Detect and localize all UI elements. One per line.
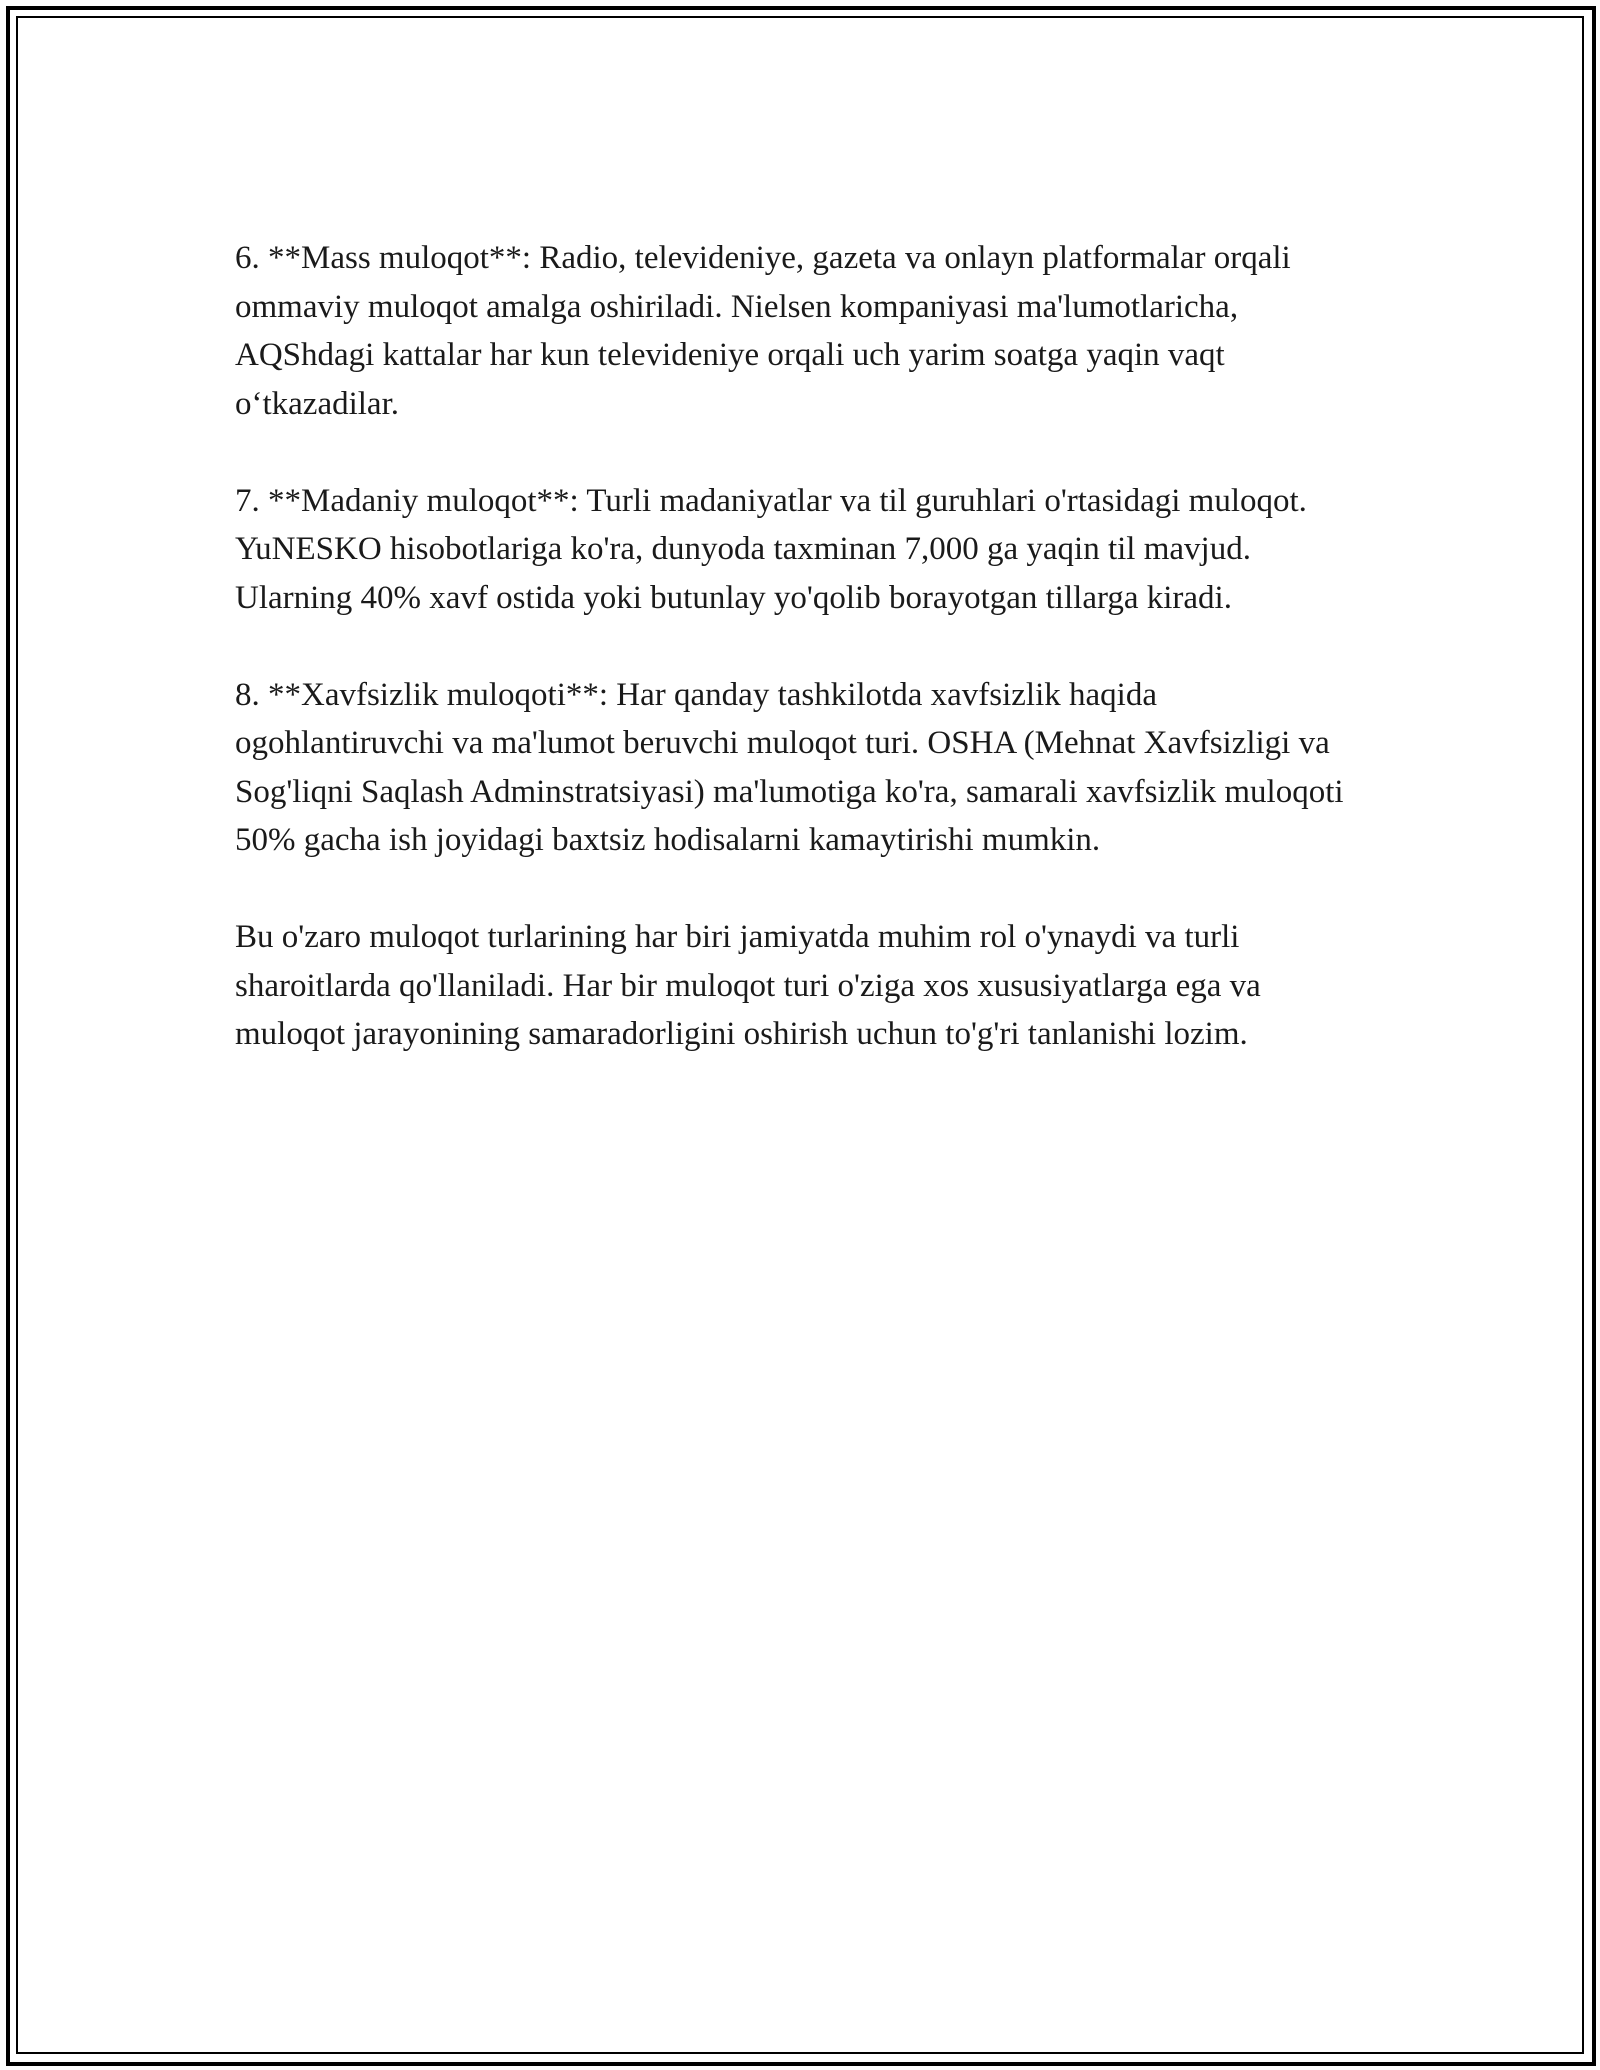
paragraph-mass-communication: 6. **Mass muloqot**: Radio, televideniye, gazeta va onlayn platformalar orqali ommaviy muloqot amalga oshiriladi. Nielsen kompaniyasi ma'lumotlaricha, AQShdagi kattalar har kun televideniye orqali uch yarim soatga yaqin vaqt o‘tkazadilar.: [235, 240, 1291, 422]
paragraph-cultural-communication: 7. **Madaniy muloqot**: Turli madaniyatlar va til guruhlari o'rtasidagi muloqot. YuNESKO hisobotlariga ko'ra, dunyoda taxminan 7,000 ga yaqin til mavjud. Ularning 40% xavf ostida yoki butunlay yo'qolib borayotgan tillarga kiradi.: [235, 482, 1307, 616]
document-body: [235, 234, 1370, 1107]
paragraph-safety-communication: 8. **Xavfsizlik muloqoti**: Har qanday tashkilotda xavfsizlik haqida ogohlantiruvchi va ma'lumot beruvchi muloqot turi. OSHA (Mehnat Xavfsizligi va Sog'liqni Saqlash Adminstratsiyasi) ma'lumotiga ko'ra, samarali xavfsizlik muloqoti 50% gacha ish joyidagi baxtsiz hodisalarni kamaytirishi mumkin.: [235, 676, 1344, 858]
paragraph-conclusion: Bu o'zaro muloqot turlarining har biri jamiyatda muhim rol o'ynaydi va turli sharoitlarda qo'llaniladi. Har bir muloqot turi o'ziga xos xususiyatlarga ega va muloqot jarayonining samaradorligini oshirish uchun to'g'ri tanlanishi lozim.: [235, 919, 1261, 1052]
